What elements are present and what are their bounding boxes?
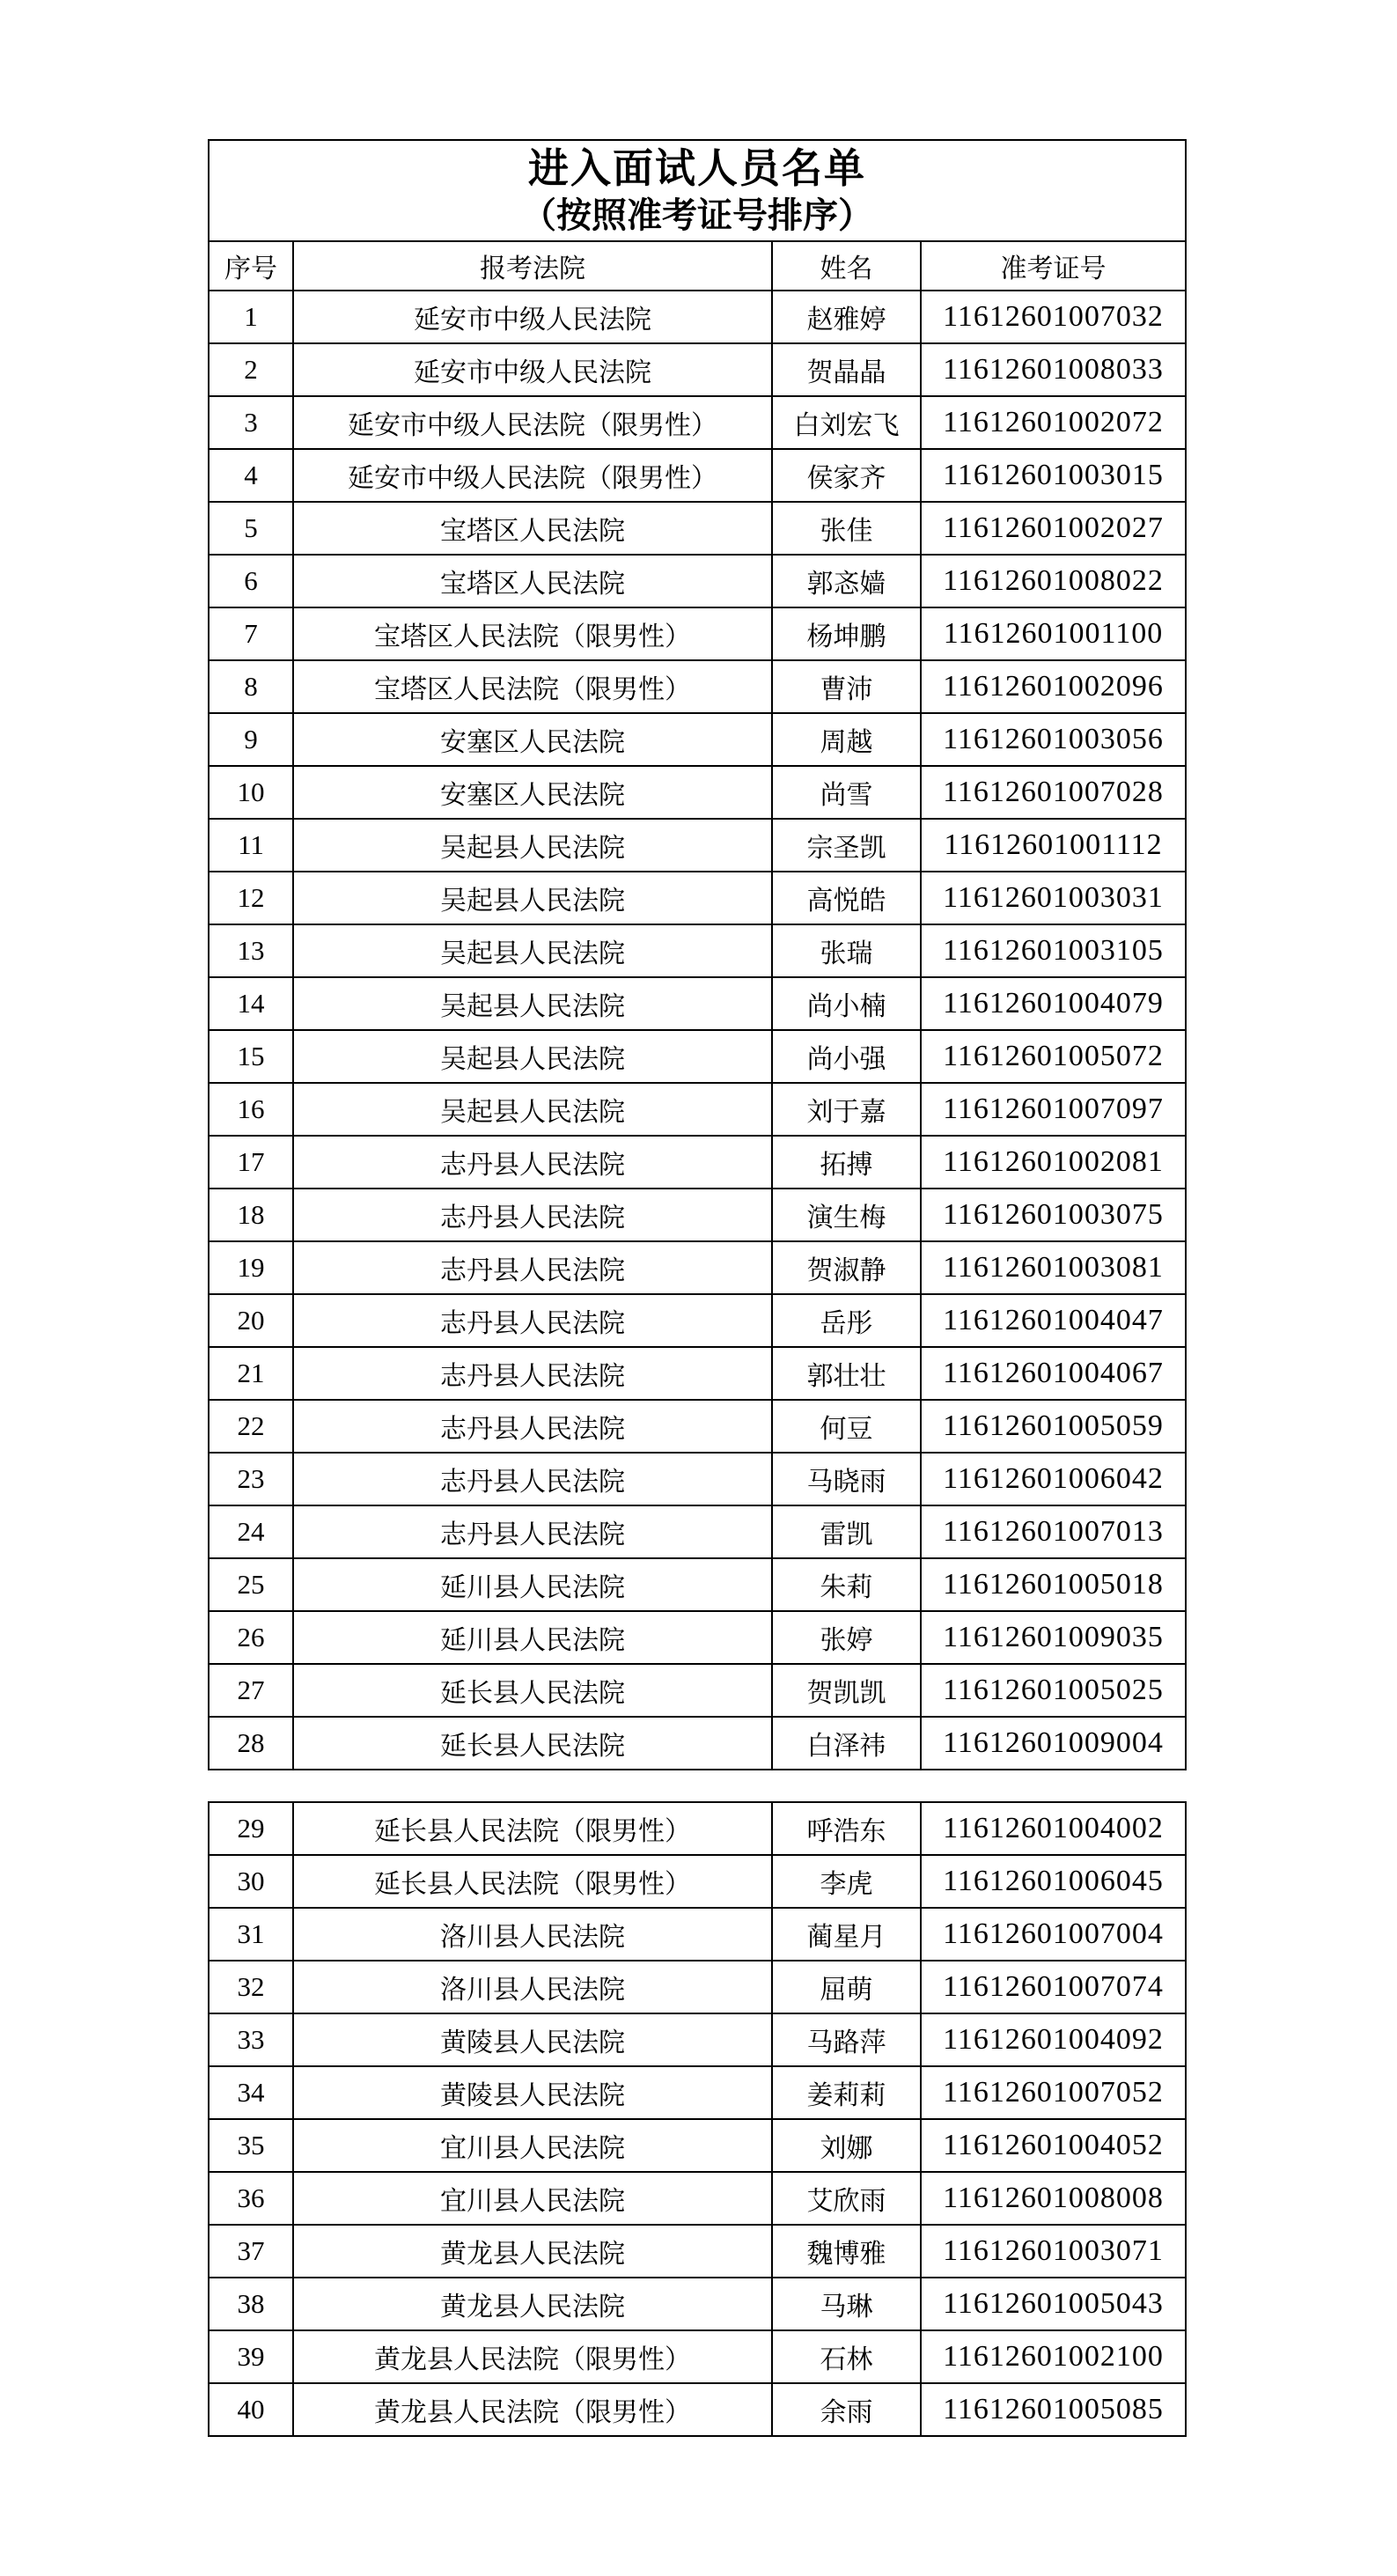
cell-seq: 34 — [209, 2066, 293, 2119]
cell-name: 贺凯凯 — [772, 1664, 921, 1717]
cell-ticket: 11612601008022 — [921, 555, 1186, 607]
cell-court: 吴起县人民法院 — [293, 872, 772, 924]
cell-name: 郭忞嫱 — [772, 555, 921, 607]
cell-seq: 24 — [209, 1505, 293, 1558]
cell-court: 延安市中级人民法院 — [293, 343, 772, 396]
cell-name: 李虎 — [772, 1855, 921, 1908]
cell-name: 贺晶晶 — [772, 343, 921, 396]
table-row — [209, 1136, 1186, 1189]
cell-name: 白刘宏飞 — [772, 396, 921, 449]
cell-seq: 31 — [209, 1908, 293, 1961]
cell-court: 志丹县人民法院 — [293, 1189, 772, 1241]
table-row — [209, 396, 1186, 449]
table-row — [209, 1294, 1186, 1347]
cell-name: 白泽祎 — [772, 1717, 921, 1770]
cell-name: 周越 — [772, 713, 921, 766]
cell-name: 蔺星月 — [772, 1908, 921, 1961]
cell-ticket: 11612601002096 — [921, 660, 1186, 713]
cell-court: 黄陵县人民法院 — [293, 2066, 772, 2119]
cell-seq: 6 — [209, 555, 293, 607]
cell-seq: 11 — [209, 819, 293, 872]
cell-seq: 4 — [209, 449, 293, 502]
cell-ticket: 11612601008008 — [921, 2172, 1186, 2225]
cell-seq: 21 — [209, 1347, 293, 1400]
table-row — [209, 1030, 1186, 1083]
cell-court: 志丹县人民法院 — [293, 1453, 772, 1505]
cell-seq: 15 — [209, 1030, 293, 1083]
cell-ticket: 11612601005072 — [921, 1030, 1186, 1083]
cell-seq: 26 — [209, 1611, 293, 1664]
cell-seq: 27 — [209, 1664, 293, 1717]
cell-name: 何豆 — [772, 1400, 921, 1453]
cell-ticket: 11612601005085 — [921, 2383, 1186, 2436]
cell-court: 吴起县人民法院 — [293, 1030, 772, 1083]
column-header-ticket: 准考证号 — [921, 241, 1186, 291]
table-row — [209, 502, 1186, 555]
table-row — [209, 819, 1186, 872]
cell-ticket: 11612601002100 — [921, 2330, 1186, 2383]
cell-ticket: 11612601003075 — [921, 1189, 1186, 1241]
cell-seq: 7 — [209, 607, 293, 660]
table-row — [209, 1083, 1186, 1136]
cell-court: 宜川县人民法院 — [293, 2119, 772, 2172]
column-header-court: 报考法院 — [293, 241, 772, 291]
cell-court: 黄龙县人民法院（限男性） — [293, 2383, 772, 2436]
cell-name: 艾欣雨 — [772, 2172, 921, 2225]
table-row — [209, 1855, 1186, 1908]
cell-name: 演生梅 — [772, 1189, 921, 1241]
table-row — [209, 766, 1186, 819]
cell-ticket: 11612601006042 — [921, 1453, 1186, 1505]
table-row — [209, 2066, 1186, 2119]
table-row — [209, 1802, 1186, 1855]
cell-name: 余雨 — [772, 2383, 921, 2436]
table-row — [209, 1908, 1186, 1961]
cell-court: 志丹县人民法院 — [293, 1347, 772, 1400]
cell-ticket: 11612601004092 — [921, 2013, 1186, 2066]
table-row — [209, 607, 1186, 660]
table-row — [209, 660, 1186, 713]
cell-ticket: 11612601005018 — [921, 1558, 1186, 1611]
table-row — [209, 1961, 1186, 2013]
table-row — [209, 977, 1186, 1030]
cell-court: 吴起县人民法院 — [293, 977, 772, 1030]
table-row — [209, 713, 1186, 766]
cell-seq: 2 — [209, 343, 293, 396]
cell-court: 志丹县人民法院 — [293, 1294, 772, 1347]
cell-name: 侯家齐 — [772, 449, 921, 502]
cell-ticket: 11612601008033 — [921, 343, 1186, 396]
cell-seq: 18 — [209, 1189, 293, 1241]
cell-court: 延川县人民法院 — [293, 1558, 772, 1611]
cell-name: 高悦皓 — [772, 872, 921, 924]
title-row — [209, 140, 1186, 241]
cell-seq: 33 — [209, 2013, 293, 2066]
cell-name: 马路萍 — [772, 2013, 921, 2066]
cell-name: 张婷 — [772, 1611, 921, 1664]
cell-court: 吴起县人民法院 — [293, 1083, 772, 1136]
cell-name: 赵雅婷 — [772, 291, 921, 343]
page-title: 进入面试人员名单 — [528, 145, 866, 191]
cell-seq: 17 — [209, 1136, 293, 1189]
cell-ticket: 11612601003015 — [921, 449, 1186, 502]
cell-court: 志丹县人民法院 — [293, 1136, 772, 1189]
cell-ticket: 11612601007013 — [921, 1505, 1186, 1558]
cell-ticket: 11612601004002 — [921, 1802, 1186, 1855]
table-row — [209, 2172, 1186, 2225]
cell-court: 洛川县人民法院 — [293, 1961, 772, 2013]
cell-name: 尚雪 — [772, 766, 921, 819]
cell-name: 雷凯 — [772, 1505, 921, 1558]
table-body-part2 — [209, 1802, 1186, 2436]
table-row — [209, 2330, 1186, 2383]
cell-ticket: 11612601003081 — [921, 1241, 1186, 1294]
cell-seq: 10 — [209, 766, 293, 819]
table-row — [209, 291, 1186, 343]
cell-name: 朱莉 — [772, 1558, 921, 1611]
cell-court: 延安市中级人民法院 — [293, 291, 772, 343]
cell-seq: 30 — [209, 1855, 293, 1908]
cell-court: 延川县人民法院 — [293, 1611, 772, 1664]
cell-court: 黄龙县人民法院 — [293, 2225, 772, 2278]
cell-court: 洛川县人民法院 — [293, 1908, 772, 1961]
cell-seq: 39 — [209, 2330, 293, 2383]
cell-court: 宝塔区人民法院（限男性） — [293, 660, 772, 713]
cell-ticket: 11612601002081 — [921, 1136, 1186, 1189]
cell-seq: 28 — [209, 1717, 293, 1770]
table-row — [209, 924, 1186, 977]
cell-court: 安塞区人民法院 — [293, 766, 772, 819]
cell-name: 马琳 — [772, 2278, 921, 2330]
page-subtitle: （按照准考证号排序） — [521, 195, 873, 235]
table-row — [209, 2119, 1186, 2172]
cell-court: 吴起县人民法院 — [293, 819, 772, 872]
cell-name: 尚小楠 — [772, 977, 921, 1030]
cell-ticket: 11612601005059 — [921, 1400, 1186, 1453]
cell-ticket: 11612601007032 — [921, 291, 1186, 343]
cell-ticket: 11612601009004 — [921, 1717, 1186, 1770]
cell-court: 延长县人民法院 — [293, 1717, 772, 1770]
cell-ticket: 11612601003071 — [921, 2225, 1186, 2278]
table-body-part1 — [209, 291, 1186, 1770]
cell-ticket: 11612601001112 — [921, 819, 1186, 872]
table-row — [209, 1611, 1186, 1664]
cell-name: 岳彤 — [772, 1294, 921, 1347]
cell-name: 刘娜 — [772, 2119, 921, 2172]
cell-seq: 13 — [209, 924, 293, 977]
table-row — [209, 1505, 1186, 1558]
cell-ticket: 11612601007028 — [921, 766, 1186, 819]
cell-court: 志丹县人民法院 — [293, 1505, 772, 1558]
table-row — [209, 2225, 1186, 2278]
cell-seq: 32 — [209, 1961, 293, 2013]
table-row — [209, 343, 1186, 396]
cell-name: 宗圣凯 — [772, 819, 921, 872]
cell-name: 张佳 — [772, 502, 921, 555]
cell-court: 志丹县人民法院 — [293, 1241, 772, 1294]
interview-table-part1 — [208, 139, 1187, 1770]
cell-ticket: 11612601004047 — [921, 1294, 1186, 1347]
cell-ticket: 11612601003031 — [921, 872, 1186, 924]
cell-name: 魏博雅 — [772, 2225, 921, 2278]
column-header-row — [209, 241, 1186, 291]
cell-court: 宝塔区人民法院（限男性） — [293, 607, 772, 660]
cell-seq: 25 — [209, 1558, 293, 1611]
cell-seq: 23 — [209, 1453, 293, 1505]
cell-seq: 36 — [209, 2172, 293, 2225]
cell-ticket: 11612601003105 — [921, 924, 1186, 977]
cell-ticket: 11612601005043 — [921, 2278, 1186, 2330]
cell-seq: 38 — [209, 2278, 293, 2330]
cell-ticket: 11612601001100 — [921, 607, 1186, 660]
cell-name: 拓搏 — [772, 1136, 921, 1189]
column-header-name: 姓名 — [772, 241, 921, 291]
interview-table-part2 — [208, 1801, 1187, 2437]
cell-seq: 16 — [209, 1083, 293, 1136]
cell-court: 安塞区人民法院 — [293, 713, 772, 766]
cell-court: 宝塔区人民法院 — [293, 502, 772, 555]
cell-court: 延安市中级人民法院（限男性） — [293, 449, 772, 502]
cell-court: 延长县人民法院 — [293, 1664, 772, 1717]
cell-name: 贺淑静 — [772, 1241, 921, 1294]
table-row — [209, 2383, 1186, 2436]
table-row — [209, 1664, 1186, 1717]
cell-ticket: 11612601004079 — [921, 977, 1186, 1030]
table-row — [209, 449, 1186, 502]
cell-ticket: 11612601007004 — [921, 1908, 1186, 1961]
cell-seq: 40 — [209, 2383, 293, 2436]
cell-name: 马晓雨 — [772, 1453, 921, 1505]
interview-list-document — [208, 139, 1185, 2437]
table-row — [209, 1717, 1186, 1770]
column-header-seq: 序号 — [209, 241, 293, 291]
table-head — [209, 140, 1186, 291]
cell-court: 黄陵县人民法院 — [293, 2013, 772, 2066]
cell-court: 志丹县人民法院 — [293, 1400, 772, 1453]
table-row — [209, 1400, 1186, 1453]
cell-seq: 29 — [209, 1802, 293, 1855]
cell-seq: 8 — [209, 660, 293, 713]
table-row — [209, 1558, 1186, 1611]
cell-name: 杨坤鹏 — [772, 607, 921, 660]
cell-ticket: 11612601003056 — [921, 713, 1186, 766]
cell-name: 曹沛 — [772, 660, 921, 713]
table-row — [209, 1347, 1186, 1400]
cell-court: 延长县人民法院（限男性） — [293, 1855, 772, 1908]
table-row — [209, 2278, 1186, 2330]
cell-name: 呼浩东 — [772, 1802, 921, 1855]
table-row — [209, 1241, 1186, 1294]
cell-ticket: 11612601005025 — [921, 1664, 1186, 1717]
cell-seq: 3 — [209, 396, 293, 449]
cell-seq: 19 — [209, 1241, 293, 1294]
cell-ticket: 11612601004067 — [921, 1347, 1186, 1400]
cell-ticket: 11612601007074 — [921, 1961, 1186, 2013]
cell-ticket: 11612601006045 — [921, 1855, 1186, 1908]
cell-name: 姜莉莉 — [772, 2066, 921, 2119]
cell-court: 宜川县人民法院 — [293, 2172, 772, 2225]
cell-seq: 12 — [209, 872, 293, 924]
cell-ticket: 11612601007097 — [921, 1083, 1186, 1136]
cell-seq: 35 — [209, 2119, 293, 2172]
cell-ticket: 11612601002027 — [921, 502, 1186, 555]
cell-seq: 20 — [209, 1294, 293, 1347]
cell-seq: 14 — [209, 977, 293, 1030]
cell-name: 郭壮壮 — [772, 1347, 921, 1400]
page-break-gap — [208, 1770, 1185, 1801]
cell-name: 张瑞 — [772, 924, 921, 977]
cell-name: 刘于嘉 — [772, 1083, 921, 1136]
cell-court: 吴起县人民法院 — [293, 924, 772, 977]
cell-name: 石林 — [772, 2330, 921, 2383]
table-row — [209, 1189, 1186, 1241]
cell-ticket: 11612601002072 — [921, 396, 1186, 449]
cell-court: 黄龙县人民法院 — [293, 2278, 772, 2330]
cell-court: 宝塔区人民法院 — [293, 555, 772, 607]
cell-name: 尚小强 — [772, 1030, 921, 1083]
cell-court: 黄龙县人民法院（限男性） — [293, 2330, 772, 2383]
table-row — [209, 1453, 1186, 1505]
cell-court: 延长县人民法院（限男性） — [293, 1802, 772, 1855]
cell-ticket: 11612601009035 — [921, 1611, 1186, 1664]
cell-seq: 9 — [209, 713, 293, 766]
cell-court: 延安市中级人民法院（限男性） — [293, 396, 772, 449]
cell-ticket: 11612601004052 — [921, 2119, 1186, 2172]
table-row — [209, 2013, 1186, 2066]
table-row — [209, 872, 1186, 924]
table-row — [209, 555, 1186, 607]
cell-seq: 5 — [209, 502, 293, 555]
cell-seq: 37 — [209, 2225, 293, 2278]
cell-seq: 1 — [209, 291, 293, 343]
title-cell — [209, 140, 1186, 241]
cell-name: 屈萌 — [772, 1961, 921, 2013]
cell-seq: 22 — [209, 1400, 293, 1453]
cell-ticket: 11612601007052 — [921, 2066, 1186, 2119]
